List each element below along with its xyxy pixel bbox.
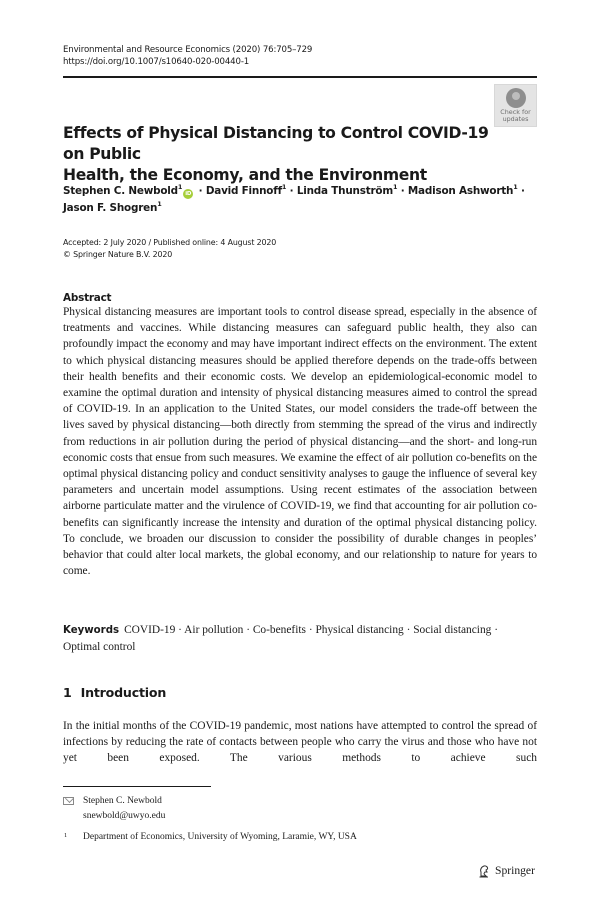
title-line-2: Health, the Economy, and the Environment [63, 166, 427, 184]
section-number: 1 [63, 685, 72, 700]
affiliation-number: 1 [64, 832, 68, 839]
publication-dates [63, 237, 276, 260]
corresponding-author-email[interactable]: snewbold@uwyo.edu [83, 811, 166, 821]
article-title [63, 123, 493, 186]
author-separator: · [521, 185, 525, 197]
corresponding-author-name: Stephen C. Newbold [83, 796, 162, 806]
author-name: David Finnoff [205, 185, 282, 197]
envelope-icon [63, 797, 74, 805]
section-title: Introduction [80, 685, 167, 700]
author-separator: · [289, 185, 294, 197]
footnote-rule [63, 786, 211, 787]
affiliation-marker: 1 [177, 183, 183, 191]
section-heading-introduction [63, 685, 166, 700]
affiliation-marker: 1 [392, 183, 398, 191]
publisher-name: Springer [495, 864, 535, 877]
check-for-updates-line2: updates [502, 114, 529, 123]
check-for-updates-badge[interactable] [494, 84, 537, 127]
abstract-text: Physical distancing measures are important tools to control disease spread, especially in the absence of treatments and vaccines. While distancing measures can safeguard public health, they also can profoundly impact the economy and may have important indirect effects on the environment. The extent to which physical distancing measures should be applied therefore depends on the trade-offs between their health benefits and their economic costs. We develop an epidemiological-economic model to examine the optimal duration and intensity of physical distancing measures aimed to control the spread of COVID-19. In an application to the United States, our model considers the trade-off between the lives saved by physical distancing—both directly from stemming the spread of the virus and indirectly from reductions in air pollution during the period of physical distancing—and the short- and long-run economic costs that ensue from such measures. We examine the effect of air pollution co-benefits on the optimal physical distancing policy and conduct sensitivity analyses to gauge the influence of several key parameters and uncertain model assumptions. Using recent estimates of the association between airborne particulate matter and the virulence of COVID-19, we find that accounting for air pollution co-benefits can significantly increase the intensity and duration of the optimal physical distancing policy. To conclude, we broaden our discussion to consider the possibility of durable changes in peoples’ behavior that could alter local markets, the global economy, and our relationship to nature for years to come. [63, 306, 537, 578]
keywords-section [63, 622, 537, 655]
author-separator: · [198, 185, 203, 197]
title-line-1: Effects of Physical Distancing to Control COVID-19 on Public [63, 124, 489, 163]
author-name: Madison Ashworth [407, 185, 514, 197]
check-for-updates-line1: Check for [500, 108, 531, 116]
doi-link[interactable]: https://doi.org/10.1007/s10640-020-00440-1 [63, 57, 250, 67]
header-rule [63, 76, 537, 78]
journal-citation: Environmental and Resource Economics (2020) 76:705–729 [63, 45, 313, 55]
journal-header [63, 44, 312, 68]
keywords-text: COVID-19 · Air pollution · Co-benefits · Physical distancing · Social distancing · Optimal control [63, 624, 498, 654]
author-name: Jason F. Shogren [63, 202, 158, 214]
affiliation-marker: 1 [513, 183, 518, 191]
orcid-icon[interactable]: iD [185, 191, 192, 197]
author-list [63, 183, 533, 217]
author-separator: · [400, 185, 405, 197]
affiliation-text: Department of Economics, University of Wyoming, Laramie, WY, USA [83, 832, 357, 842]
author-name: Stephen C. Newbold [63, 185, 178, 197]
author-name: Linda Thunström [296, 185, 393, 197]
abstract-heading: Abstract [63, 292, 112, 304]
check-for-updates-icon [506, 88, 526, 108]
introduction-text: In the initial months of the COVID-19 pandemic, most nations have attempted to control the spread of infections by reducing the rate of contacts between people who carry the virus and those who have not yet been exposed. The various methods to achieve such [63, 720, 537, 765]
affiliation-marker: 1 [157, 200, 162, 208]
affiliation-marker: 1 [281, 183, 287, 191]
keywords-label: Keywords [63, 625, 120, 636]
accepted-published-date: Accepted: 2 July 2020 / Published online: 4 August 2020 [63, 238, 277, 247]
springer-horse-icon [478, 864, 490, 878]
copyright-notice: © Springer Nature B.V. 2020 [63, 249, 173, 259]
